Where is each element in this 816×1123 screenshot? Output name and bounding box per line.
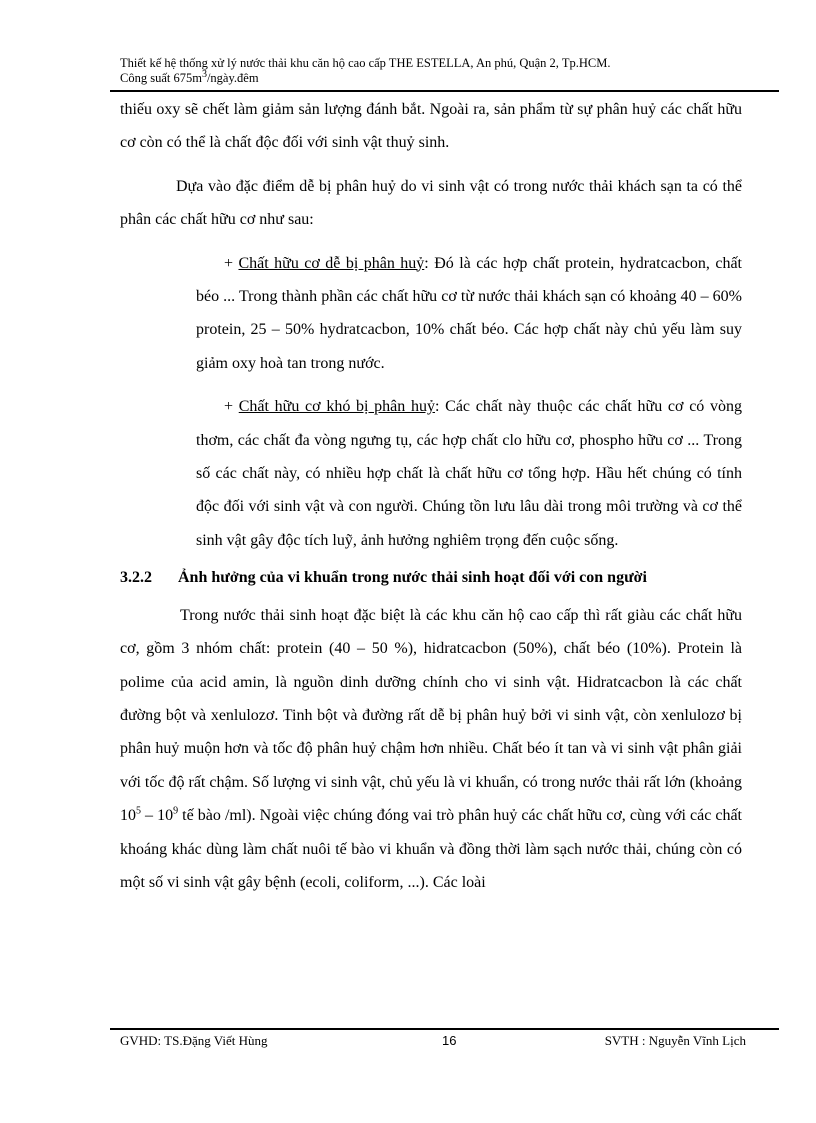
list-bullet: + <box>224 398 239 416</box>
list-bullet: + <box>224 254 239 272</box>
header-capacity-exponent: 3 <box>201 68 207 80</box>
page-header <box>120 56 760 86</box>
section-title: Ảnh hưởng của vi khuẩn trong nước thải sinh hoạt đối với con người <box>178 569 647 587</box>
list-item-text: : Các chất này thuộc các chất hữu cơ có vòng thơm, các chất đa vòng ngưng tụ, các hợp chất clo hữu cơ, phospho hữu cơ ... Trong số các chất này, có nhiều hợp chất là chất hữu cơ tổng hợp. Hầu hết chúng có tính độc đối với sinh vật và con người. Chúng tồn lưu lâu dài trong môi trường và cơ thể sinh vật gây độc tích luỹ, ảnh hưởng nghiêm trọng đến cuộc sống. <box>196 398 743 549</box>
section-number: 3.2.2 <box>120 569 152 587</box>
page-body <box>120 93 742 899</box>
footer-supervisor: GVHD: TS.Đặng Viết Hùng <box>120 1033 268 1048</box>
paragraph-3 <box>120 599 742 900</box>
list-item-title: Chất hữu cơ khó bị phân huỷ <box>238 398 435 416</box>
paragraph-1: thiếu oxy sẽ chết làm giảm sản lượng đánh bắt. Ngoài ra, sản phẩm từ sự phân huỷ các chất hữu cơ còn có thể là chất độc đối với sinh vật thuỷ sinh. <box>120 101 742 152</box>
header-capacity <box>120 68 760 86</box>
header-title: Thiết kế hệ thống xử lý nước thải khu căn hộ cao cấp THE ESTELLA, An phú, Quận 2, Tp.HCM. <box>120 56 611 70</box>
page-number: 16 <box>442 1033 457 1048</box>
paragraph-3-text-b: – 10 <box>141 807 174 825</box>
footer-divider <box>110 1028 779 1030</box>
exponent-9: 9 <box>173 805 179 817</box>
paragraph-3-text-c: tế bào /ml). Ngoài việc chúng đóng vai trò phân huỷ các chất hữu cơ, cùng với các chất khoáng khác dùng làm chất nuôi tế bào vi khuẩn và đồng thời làm sạch nước thải, chúng còn có một số vi sinh vật gây bệnh (ecoli, coliform, ...). Các loài <box>120 807 743 891</box>
section-heading <box>120 561 742 594</box>
list-item-title: Chất hữu cơ dễ bị phân huỷ <box>238 254 425 272</box>
header-divider <box>110 90 779 92</box>
list-item-text: : Đó là các hợp chất protein, hydratcacbon, chất béo ... Trong thành phần các chất hữu cơ từ nước thải khách sạn có khoảng 40 – 60% protein, 25 – 50% hydratcacbon, 10% chất béo. Các hợp chất này chủ yếu làm suy giảm oxy hoà tan trong nước. <box>196 254 743 372</box>
footer-student: SVTH : Nguyễn Vĩnh Lịch <box>604 1033 746 1048</box>
exponent-5: 5 <box>136 805 141 817</box>
list-item-easy-decompose <box>120 247 742 381</box>
paragraph-2: Dựa vào đặc điểm dễ bị phân huỷ do vi sinh vật có trong nước thải khách sạn ta có thể phân các chất hữu cơ như sau: <box>120 177 742 229</box>
paragraph-3-text-a: Trong nước thải sinh hoạt đặc biệt là các khu căn hộ cao cấp thì rất giàu các chất hữu cơ, gồm 3 nhóm chất: protein (40 – 50 %), hidratcacbon (50%), chất béo (10%). Protein là polime của acid amin, là nguồn dinh dưỡng chính cho vi sinh vật. Hidratcacbon là các chất đường bột và xenlulozơ. Tinh bột và đường rất dễ bị phân huỷ bởi vi sinh vật, còn xenlulozơ bị phân huỷ muộn hơn và tốc độ phân huỷ chậm hơn nhiều. Chất béo ít tan và vi sinh vật phân giải với tốc độ rất chậm. Số lượng vi sinh vật, chủ yếu là vi khuẩn, có trong nước thải rất lớn (khoảng 10 <box>120 606 742 825</box>
header-capacity-text: Công suất 675m <box>120 71 202 85</box>
header-capacity-unit: /ngày.đêm <box>206 71 259 85</box>
list-item-hard-decompose <box>120 390 742 557</box>
